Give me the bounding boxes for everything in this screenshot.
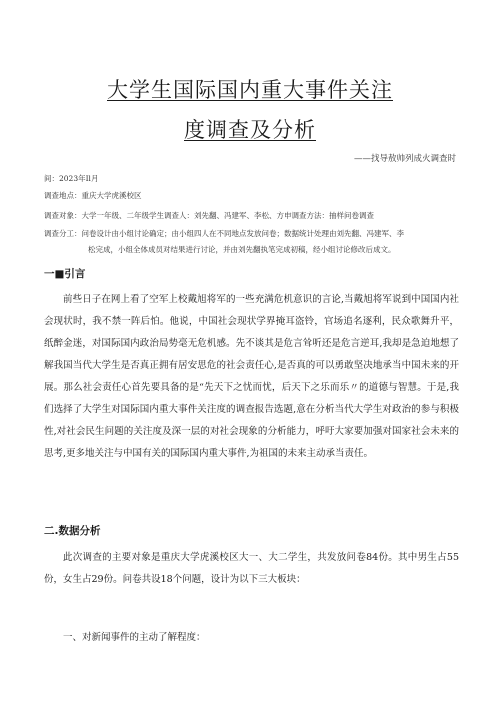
survey-division-continued: 松完成，小组全体成员对结果进行讨论，并由刘先翻执笔完成初稿，经小组讨论修改后成文。 <box>88 245 396 254</box>
analysis-item-1: 一、对新闻事件的主动了解程度： <box>63 632 206 643</box>
survey-place: 调查地点：重庆大学虎溪校区 <box>44 191 142 200</box>
document-title-line2: 度调查及分析 <box>184 118 316 142</box>
survey-target: 调查对象：大学一年级、二年级学生调查人：刘先翻、冯建军、李松、方申调查方法：抽样问卷调查 <box>44 211 374 220</box>
document-subtitle: ——找导敖帅列成火调查时 <box>353 154 456 164</box>
document-title-line1: 大学生国际国内重大事件关注 <box>107 78 393 102</box>
data-analysis-paragraph: 此次调查的主要对象是重庆大学虎溪校区大一、大二学生，共发放问卷84份。其中男生占55份，女生占29份。问卷共设18个问题，设计为以下三大板块： <box>44 552 459 585</box>
introduction-paragraph: 前些日子在网上看了空军上校戴旭将军的一些充满危机意识的言论,当戴旭将军说到中国国内社会现状时，我不禁一阵后怕。他说，中国社会现状学界掩耳盗铃，官场追名逐利，民众歌舞升平，纸醉金迷，对国际国内政治局势毫无危机感。先不谈其是危言耸听还是危言逆耳,我却是急迫地想了解我国当代大学生是否真正拥有居安思危的社会责任心,是否真的可以勇敢坚决地承当中国未来的开展。那么社会责任心首先要具备的是“先天下之忧而忧，后天下之乐而乐〃的道德与智慧。于是,我们选择了大学生对国际国内重大事件关注度的调查报告选题,意在分析当代大学生对政治的参与积极性,对社会民生问题的关注度及深一层的对社会现象的分析能力，呼吁大家要加强对国家社会未来的思考,更多地关注与中国有关的国际国内重大事件,为祖国的未来主动承当责任。 <box>44 294 459 459</box>
survey-time: 间：2023年Il月 <box>44 174 99 183</box>
section-heading-data-analysis: 二.数据分析 <box>44 525 101 537</box>
section-heading-introduction: 一■引言 <box>44 268 86 280</box>
survey-division: 调查分工：问卷设计由小组讨论确定；由小组四人在不同地点发放问卷；数据统计处理由刘先翻、冯建军、李 <box>44 229 404 238</box>
